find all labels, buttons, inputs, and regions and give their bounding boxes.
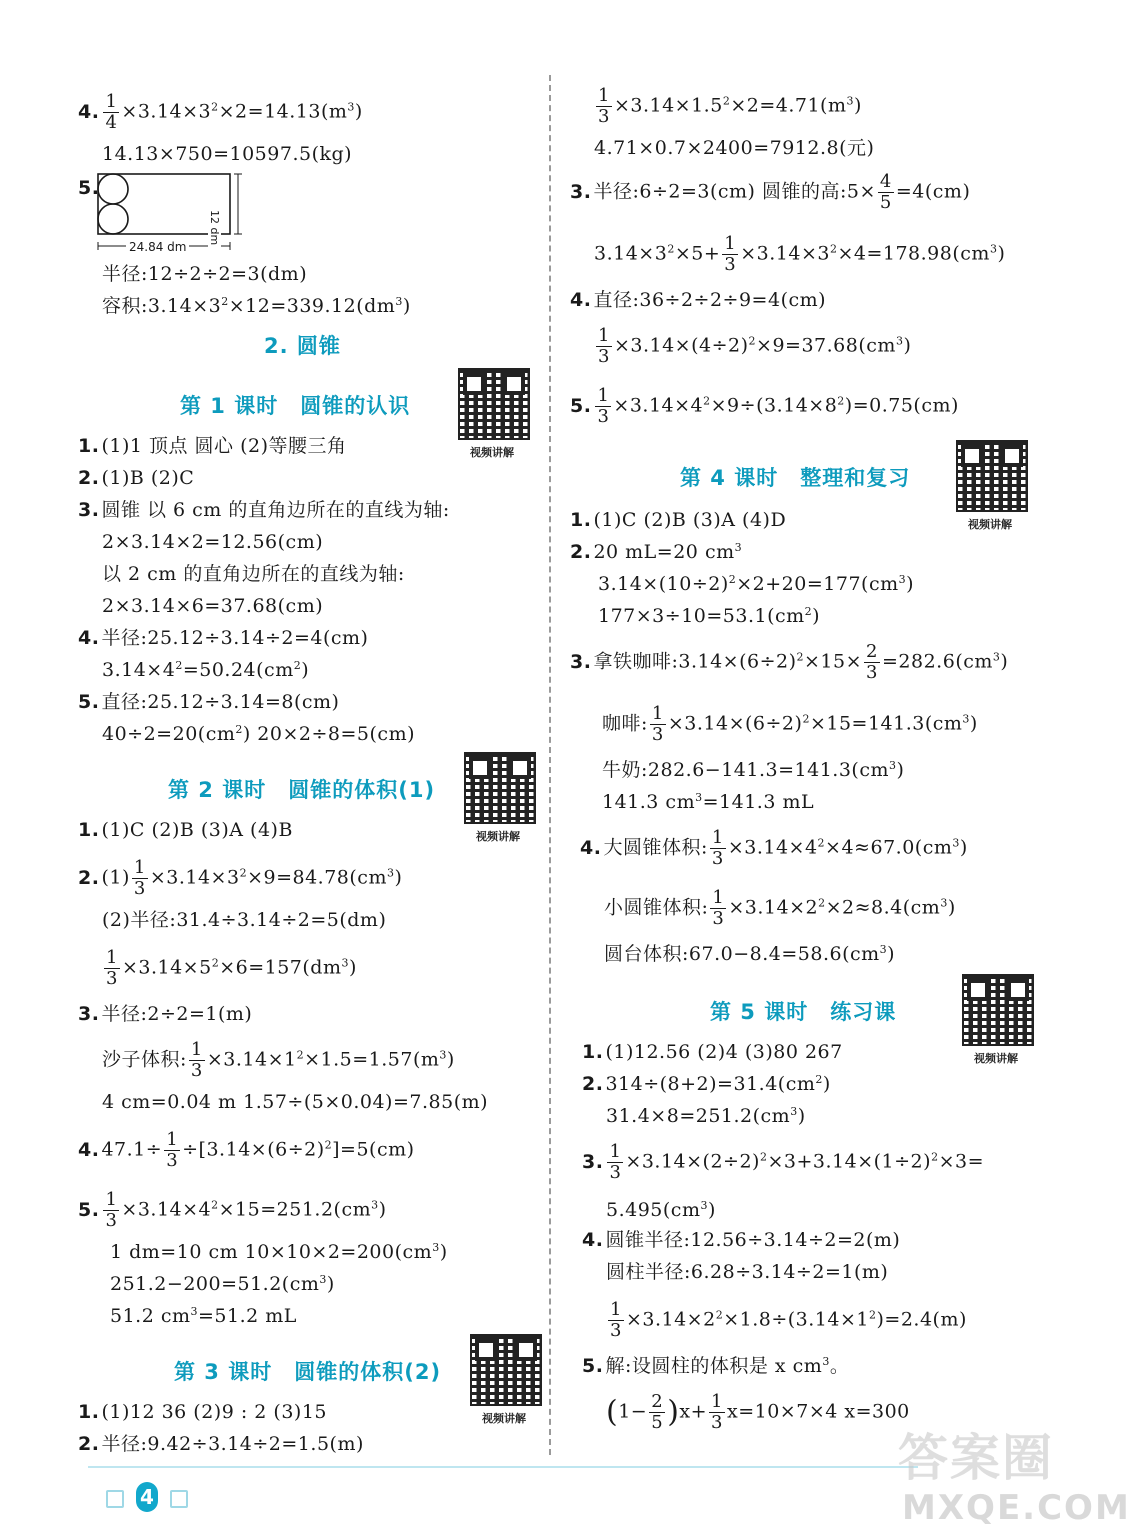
l2-q2-line2: (2)半径:31.4÷3.14÷2=5(dm) <box>102 909 387 931</box>
qr-label: 视频讲解 <box>974 1052 1018 1065</box>
r-q4-line2: $\frac{1}{3}$ $\times 3.14\times(4\div 2)^2\times 9=37.68(cm^3)$ <box>598 325 912 367</box>
r-q3-line2: $3.14\times 3^2\times 5+$ $\frac{1}{3}$ $\times 3.14\times 3^2\times 4=178.98(cm^3)$ <box>594 233 1006 275</box>
r5-q5: 5. 解:设圆柱的体积是 x $cm^3$。 <box>582 1355 850 1377</box>
l2-q4: 4. 47.1÷ $\frac{1}{3}$ $\div[3.14\times(6\div 2)^2]=5(cm)$ <box>78 1129 415 1171</box>
l2-q5-line2: 1 dm=10 cm $10\times 10\times 2=200(cm^3)$ <box>110 1241 448 1263</box>
r4-q2-line2: $3.14\times(10\div 2)^2\times 2+20=177(cm^3)$ <box>598 573 915 595</box>
l1-q5: 5. 直径:25.12÷3.14=8(cm) <box>78 691 340 713</box>
left-q5-number: 5. <box>78 177 100 199</box>
left-q4-line2: 14.13×750=10597.5(kg) <box>102 143 353 165</box>
page-decoration-right <box>170 1490 188 1508</box>
r-line1: $\frac{1}{3}$ $\times 3.14\times 1.5^2\times 2=4.71(m^3)$ <box>598 85 862 127</box>
r-q3: 3. 半径:6÷2=3(cm) 圆锥的高:5× $\frac{4}{5}$ =4(cm) <box>570 171 971 213</box>
l1-q1: 1. (1)1 顶点 圆心 (2)等腰三角 <box>78 435 347 457</box>
r5-q4: 4. 圆锥半径:12.56÷3.14÷2=2(m) <box>582 1229 901 1251</box>
net-circle-top <box>98 174 128 204</box>
l2-q2: 2. (1) $\frac{1}{3}$ $\times 3.14\times 3^2\times 9=84.78(cm^3)$ <box>78 857 403 899</box>
l3-q2: 2. 半径:9.42÷3.14÷2=1.5(m) <box>78 1433 364 1455</box>
qr-label: 视频讲解 <box>470 446 514 459</box>
left-q5-line3: 容积$:3.14\times 3^2\times 12=339.12(dm^3)$ <box>102 295 411 317</box>
left-q4-line1: 4. $\frac{1}{4}$ $\times 3.14\times 3^2\times 2=14.13(m^3)$ <box>78 91 363 133</box>
qr-code-lesson-4[interactable] <box>956 440 1028 512</box>
l2-q3: 3. 半径:2÷2=1(m) <box>78 1003 253 1025</box>
qr-code-lesson-1[interactable] <box>458 368 530 440</box>
fraction: $\frac{1}{3}$ <box>609 1141 622 1183</box>
l1-q3-line2: 2×3.14×2=12.56(cm) <box>102 531 324 553</box>
l2-q3-line3: 4 cm=0.04 m 1.57÷(5×0.04)=7.85(m) <box>102 1091 489 1113</box>
fraction: $\frac{1}{4}$ <box>105 91 118 133</box>
r4-q4-line2: 小圆锥体积: $\frac{1}{3}$ $\times 3.14\times 2^2\times 2\approx 8.4(cm^3)$ <box>604 887 956 929</box>
r4-q3: 3. 拿铁咖啡$:3.14\times(6\div 2)^2\times 15\times$ $\frac{2}{3}$ $=282.6(cm^3)$ <box>570 641 1009 683</box>
r4-q3-line4: 141.3 $cm^3=141.3$ mL <box>602 791 815 813</box>
r-line2: 4.71×0.7×2400=7912.8(元) <box>594 137 875 159</box>
l2-q5-line4: 51.2 $cm^3=51.2$ mL <box>110 1305 297 1327</box>
fraction: $\frac{1}{3}$ <box>597 385 610 427</box>
r4-q1: 1. (1)C (2)B (3)A (4)D <box>570 509 787 531</box>
page-number: 4 <box>136 1482 158 1512</box>
r4-q4: 4. 大圆锥体积: $\frac{1}{3}$ $\times 3.14\times 4^2\times 4\approx 67.0(cm^3)$ <box>580 827 968 869</box>
r5-q3-line2: $5.495(cm^3)$ <box>606 1199 716 1221</box>
fraction: $\frac{1}{3}$ <box>651 703 664 745</box>
height-label: 12 dm <box>208 210 221 246</box>
fraction: $\frac{1}{3}$ <box>711 827 724 869</box>
l1-q3-line4: 2×3.14×6=37.68(cm) <box>102 595 324 617</box>
lesson-5-title: 第 5 课时 练习课 <box>710 1000 897 1024</box>
fraction: $\frac{1}{3}$ <box>724 233 737 275</box>
fraction: $\frac{1}{3}$ <box>610 1299 622 1341</box>
watermark <box>880 1418 1131 1536</box>
column-divider <box>549 75 551 1455</box>
fraction: $\frac{1}{3}$ <box>598 325 610 367</box>
fraction: $\frac{1}{3}$ <box>711 1391 723 1433</box>
watermark-bottom: MXQE.COM <box>902 1488 1131 1528</box>
fraction: $\frac{4}{5}$ <box>879 171 892 213</box>
page-decoration-left <box>106 1490 124 1508</box>
l1-q2: 2. (1)B (2)C <box>78 467 195 489</box>
l2-q5: 5. $\frac{1}{3}$ $\times 3.14\times 4^2\times 15=251.2(cm^3)$ <box>78 1189 387 1231</box>
r5-q1: 1. (1)12.56 (2)4 (3)80 267 <box>582 1041 843 1063</box>
net-circle-bottom <box>98 204 128 234</box>
fraction: $\frac{1}{3}$ <box>133 857 146 899</box>
r4-q3-line3: 牛奶$:282.6-141.3=141.3(cm^3)$ <box>602 759 905 781</box>
lesson-1-title: 第 1 课时 圆锥的认识 <box>180 394 411 418</box>
l1-q3: 3. 圆锥 以 6 cm 的直角边所在的直线为轴: <box>78 499 450 521</box>
r-q4: 4. 直径:36÷2÷2÷9=4(cm) <box>570 289 827 311</box>
width-label: 24.84 dm <box>126 240 189 254</box>
fraction: $\frac{1}{3}$ <box>598 85 610 127</box>
l2-q2-line3: $\frac{1}{3}$ $\times 3.14\times 5^2\times 6=157(dm^3)$ <box>106 947 357 989</box>
qr-code-lesson-3[interactable] <box>470 1334 542 1406</box>
r5-q3: 3. $\frac{1}{3}$ $\times 3.14\times(2\div 2)^2\times 3+3.14\times(1\div 2)^2\times 3=$ <box>582 1141 984 1183</box>
chapter-title: 2. 圆锥 <box>264 334 341 358</box>
r5-q2: 2. $314\div(8+2)=31.4(cm^2)$ <box>582 1073 831 1095</box>
l1-q3-line3: 以 2 cm 的直角边所在的直线为轴: <box>102 563 405 585</box>
l2-q5-line3: $251.2-200=51.2(cm^3)$ <box>110 1273 335 1295</box>
fraction: $\frac{1}{3}$ <box>105 1189 118 1231</box>
qr-label: 视频讲解 <box>482 1412 526 1425</box>
l3-q1: 1. (1)12 36 (2)9 : 2 (3)15 <box>78 1401 327 1423</box>
r5-q2-line2: $31.4\times 8=251.2(cm^3)$ <box>606 1105 806 1127</box>
fraction: $\frac{1}{3}$ <box>166 1129 179 1171</box>
l1-q5-line2: $40\div 2=20(cm^2)$ 20×2÷8=5(cm) <box>102 723 415 745</box>
qr-label: 视频讲解 <box>476 830 520 843</box>
fraction: $\frac{2}{5}$ <box>651 1391 664 1433</box>
fraction: $\frac{1}{3}$ <box>106 947 118 989</box>
r5-q5-line2: (1− $\frac{2}{5}$ )x+ $\frac{1}{3}$ x=10×7×4 x=300 <box>606 1391 910 1433</box>
watermark-top: 答案圈 <box>898 1429 1054 1487</box>
l2-q3-line2: 沙子体积: $\frac{1}{3}$ $\times 3.14\times 1^2\times 1.5=1.57(m^3)$ <box>102 1039 455 1081</box>
fraction: $\frac{2}{3}$ <box>866 641 878 683</box>
l1-q4-line2: $3.14\times 4^2=50.24(cm^2)$ <box>102 659 310 681</box>
qr-code-lesson-2[interactable] <box>464 752 536 824</box>
lesson-3-title: 第 3 课时 圆锥的体积(2) <box>174 1360 442 1384</box>
r4-q4-line3: 圆台体积$:67.0-8.4=58.6(cm^3)$ <box>604 943 896 965</box>
lesson-4-title: 第 4 课时 整理和复习 <box>680 466 911 490</box>
lesson-2-title: 第 2 课时 圆锥的体积(1) <box>168 778 436 802</box>
r4-q2-line3: $177\times 3\div 10=53.1(cm^2)$ <box>598 605 821 627</box>
r5-q4-line3: $\frac{1}{3}$ $\times 3.14\times 2^2\times 1.8\div(3.14\times 1^2)=2.4(m)$ <box>610 1299 967 1341</box>
qr-code-lesson-5[interactable] <box>962 974 1034 1046</box>
l1-q4: 4. 半径:25.12÷3.14÷2=4(cm) <box>78 627 369 649</box>
r-q5: 5. $\frac{1}{3}$ $\times 3.14\times 4^2\times 9\div(3.14\times 8^2)=0.75(cm)$ <box>570 385 959 427</box>
fraction: $\frac{1}{3}$ <box>190 1039 203 1081</box>
r4-q3-line2: 咖啡: $\frac{1}{3}$ $\times 3.14\times(6\div 2)^2\times 15=141.3(cm^3)$ <box>602 703 978 745</box>
left-q5-line2: 半径:12÷2÷2=3(dm) <box>102 263 308 285</box>
fraction: $\frac{1}{3}$ <box>712 887 725 929</box>
qr-label: 视频讲解 <box>968 518 1012 531</box>
r5-q4-line2: 圆柱半径:6.28÷3.14÷2=1(m) <box>606 1261 889 1283</box>
footer-line <box>88 1466 918 1468</box>
r4-q2: 2. 20 mL=20 $cm^3$ <box>570 541 743 563</box>
l2-q1: 1. (1)C (2)B (3)A (4)B <box>78 819 293 841</box>
